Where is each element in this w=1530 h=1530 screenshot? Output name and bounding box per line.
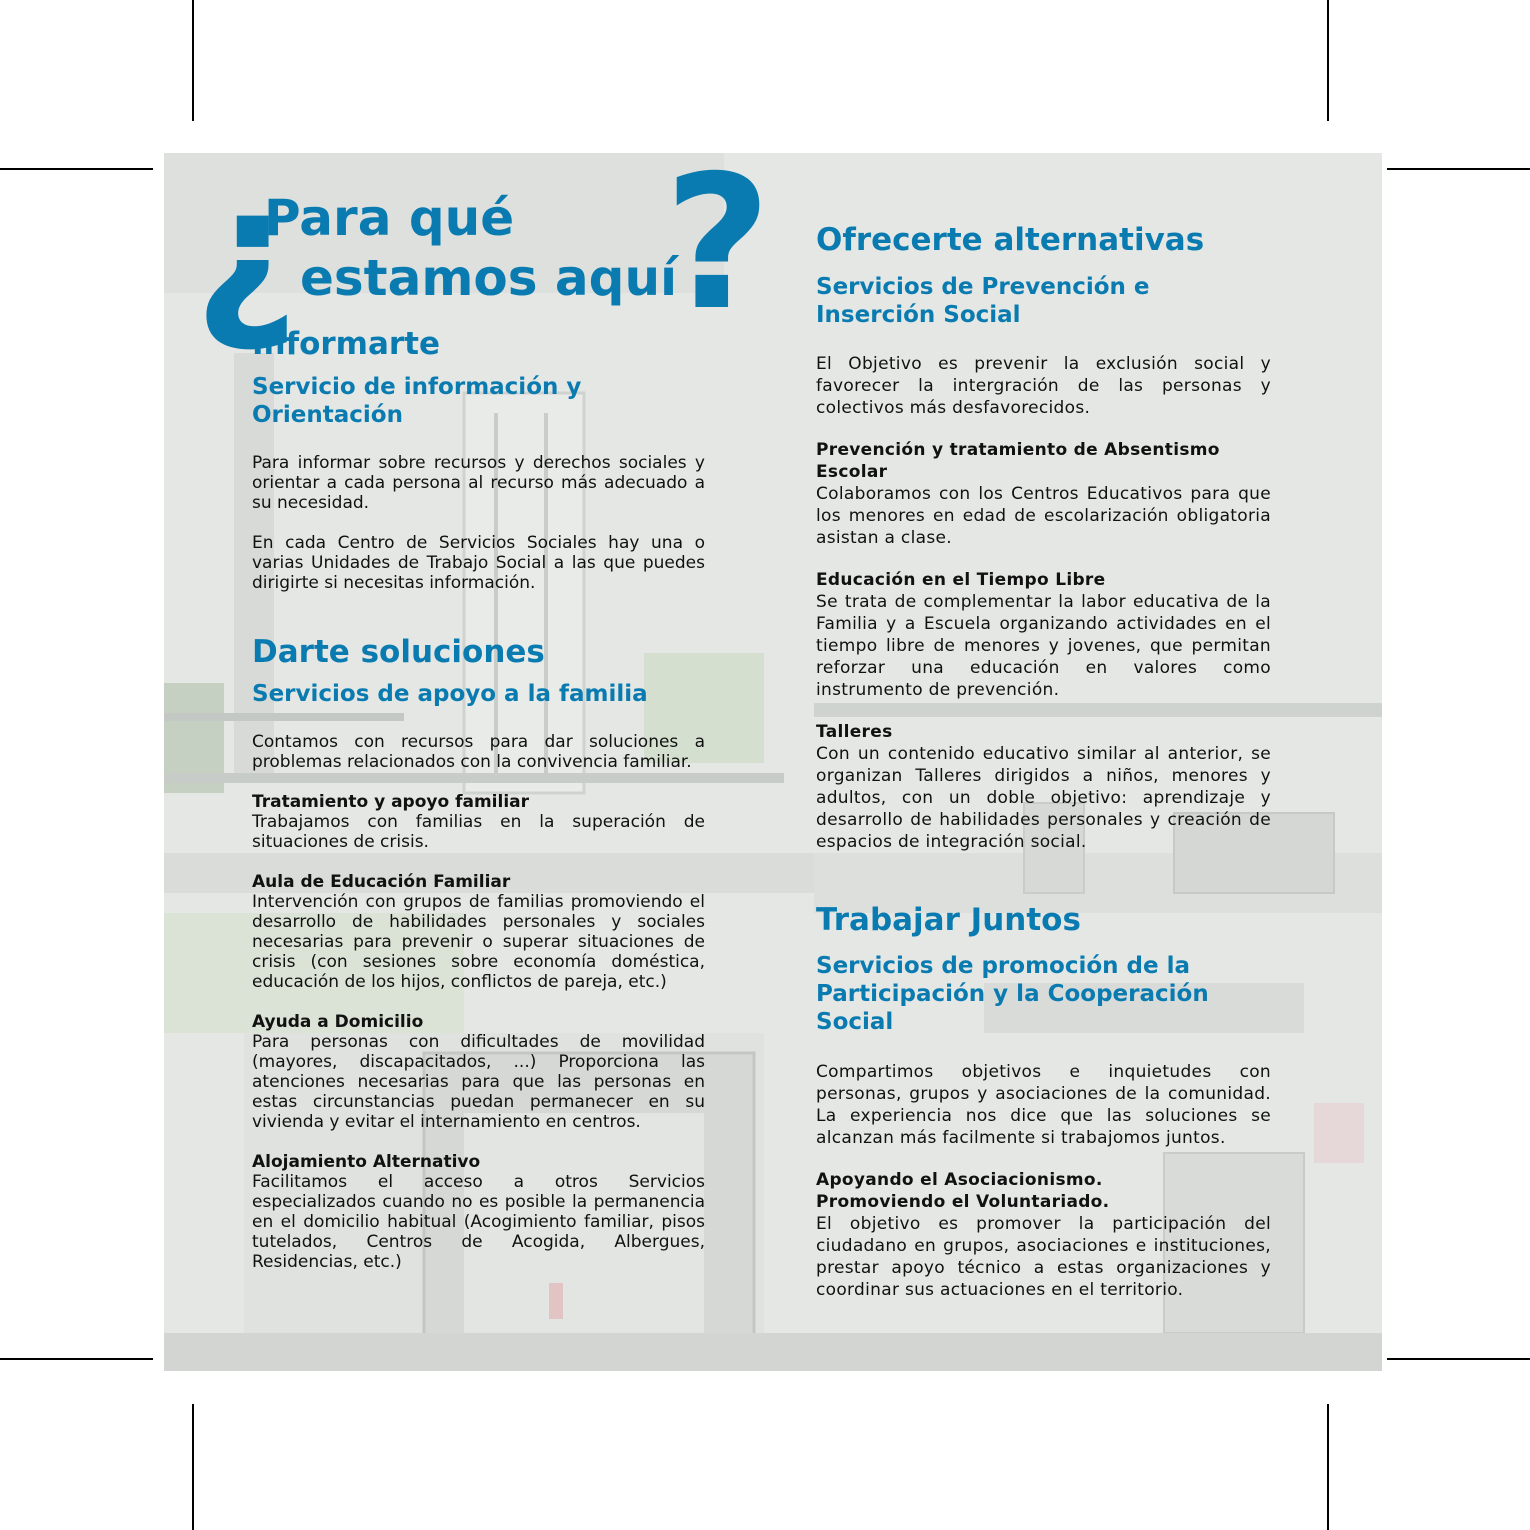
service-item-text: Colaboramos con los Centros Educativos para que los menores en edad de escolarización obligatoria asistan a clase. xyxy=(816,483,1271,548)
service-item-title: Aula de Educación Familiar xyxy=(252,872,511,893)
section-title-trabajar-juntos: Trabajar Juntos xyxy=(816,901,1081,938)
service-item-text: Facilitamos el acceso a otros Servicios especializados cuando no es posible la permanencia en el domicilio habitual (Acogimiento familiar, pisos tutelados, Centros de Acogida, Albergues, Residencias, etc.) xyxy=(252,1172,705,1273)
service-item-title: Ayuda a Domicilio xyxy=(252,1012,424,1033)
left-column xyxy=(252,327,705,1292)
service-item xyxy=(816,569,1271,701)
crop-mark-top-left-v xyxy=(192,0,194,121)
crop-mark-top-right-h xyxy=(1387,168,1530,170)
paragraph: Contamos con recursos para dar soluciones a problemas relacionados con la convivencia familiar. xyxy=(252,732,705,773)
crop-mark-top-right-v xyxy=(1327,0,1329,121)
paragraph: Compartimos objetivos e inquietudes con personas, grupos y asociaciones de la comunidad. La experiencia nos dice que las soluciones se alcanzan más facilmente si trabajomos juntos. xyxy=(816,1061,1271,1148)
service-item-title: Apoyando el Asociacionismo. xyxy=(816,1169,1103,1190)
paragraph: Para informar sobre recursos y derechos sociales y orientar a cada persona al recurso más adecuado a su necesidad. xyxy=(252,452,705,513)
content-layer xyxy=(164,153,1382,1371)
service-item-text: Con un contenido educativo similar al anterior, se organizan Talleres dirigidos a niños, menores y adultos, con un doble objetivo: aprendizaje y desarrollo de habilidades personales y creación de espacios de integración social. xyxy=(816,743,1271,852)
crop-mark-bottom-right-h xyxy=(1387,1358,1530,1360)
page-title-line-2: estamos aquí xyxy=(300,249,678,307)
section-subtitle-apoyo-familia: Servicios de apoyo a la familia xyxy=(252,681,648,708)
service-item xyxy=(816,721,1271,853)
page-title-line-1: Para qué xyxy=(264,189,515,247)
inverted-question-mark: ¿ xyxy=(194,153,299,357)
crop-mark-bottom-left-h xyxy=(0,1358,153,1360)
service-item xyxy=(252,872,705,992)
section-title-ofrecerte-alternativas: Ofrecerte alternativas xyxy=(816,222,1205,258)
crop-mark-bottom-right-v xyxy=(1327,1404,1329,1530)
service-item-title: Tratamiento y apoyo familiar xyxy=(252,792,529,813)
service-item-title: Educación en el Tiempo Libre xyxy=(816,569,1106,590)
service-item-title: Talleres xyxy=(816,721,893,742)
crop-mark-top-left-h xyxy=(0,168,153,170)
service-item-text: Para personas con dificultades de movilidad (mayores, discapacitados, ...) Proporciona las atenciones necesarias para que las personas en estas circunstancias puedan permanecer en su vivienda y evitar el internamiento en centros. xyxy=(252,1032,705,1133)
section-subtitle-informacion: Servicio de información y Orientación xyxy=(252,373,582,428)
service-item xyxy=(816,439,1271,549)
section-subtitle-participacion: Servicios de promoción de la Participación y la Cooperación Social xyxy=(816,953,1209,1036)
service-item-text: Se trata de complementar la labor educativa de la Familia y a Escuela organizando actividades en el tiempo libre de menores y jovenes, que permitan reforzar una educación en valores como instrumento de prevención. xyxy=(816,591,1271,700)
service-item-title: Alojamiento Alternativo xyxy=(252,1152,481,1173)
paragraph: El Objetivo es prevenir la exclusión social y favorecer la intergración de las personas y colectivos más desfavorecidos. xyxy=(816,353,1271,418)
paragraph: En cada Centro de Servicios Sociales hay una o varias Unidades de Trabajo Social a las que puedes dirigirte si necesitas información. xyxy=(252,532,705,593)
section-subtitle-prevencion: Servicios de Prevención e Inserción Social xyxy=(816,273,1150,328)
service-item xyxy=(252,1012,705,1132)
section-title-informarte: Informarte xyxy=(252,326,441,362)
section-title-darte-soluciones: Darte soluciones xyxy=(252,633,545,670)
service-item-title: Promoviendo el Voluntariado. xyxy=(816,1191,1110,1212)
brochure-panel xyxy=(164,153,1382,1371)
service-item-text: Trabajamos con familias en la superación de situaciones de crisis. xyxy=(252,812,705,853)
question-mark: ? xyxy=(664,153,772,351)
service-item xyxy=(252,792,705,852)
service-item xyxy=(252,1152,705,1272)
service-item-text: El objetivo es promover la participación del ciudadano en grupos, asociaciones e instituciones, prestar apoyo técnico a estas organizaciones y coordinar sus actuaciones en el territorio. xyxy=(816,1213,1271,1300)
service-item-text: Intervención con grupos de familias promoviendo el desarrollo de habilidades personales y sociales necesarias para prevenir o superar situaciones de crisis (con sesiones sobre economía doméstica, educación de los hijos, conflictos de pareja, etc.) xyxy=(252,892,705,993)
crop-mark-bottom-left-v xyxy=(192,1404,194,1530)
service-item xyxy=(816,1169,1271,1301)
right-column xyxy=(816,223,1271,1321)
service-item-title: Prevención y tratamiento de Absentismo Escolar xyxy=(816,439,1220,482)
